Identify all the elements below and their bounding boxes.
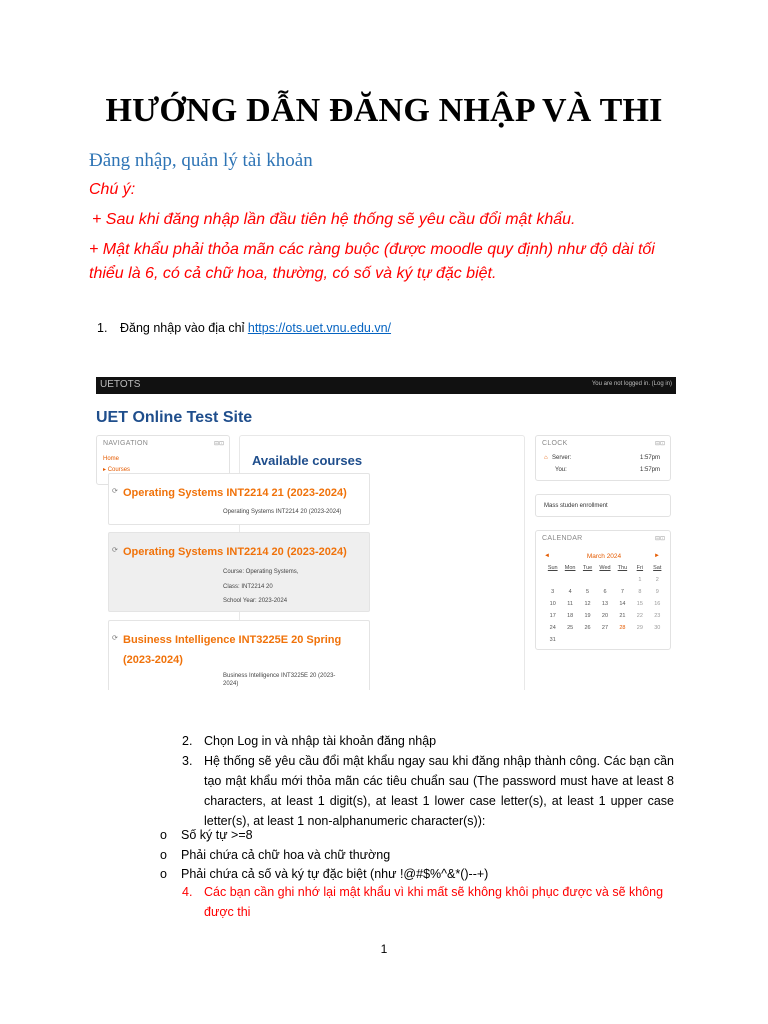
calendar-empty-cell bbox=[561, 576, 578, 585]
bullet-text: Phải chứa cả chữ hoa và chữ thường bbox=[181, 848, 391, 862]
caret-right-icon: ▸ bbox=[103, 467, 108, 473]
clock-heading: CLOCK bbox=[542, 440, 568, 447]
course-icon: ⟳ bbox=[112, 547, 118, 554]
calendar-day[interactable]: 18 bbox=[567, 613, 574, 619]
step-1 bbox=[97, 318, 391, 338]
step-4 bbox=[182, 882, 676, 922]
calendar-heading: CALENDAR bbox=[542, 535, 583, 542]
calendar-day[interactable]: 20 bbox=[601, 613, 609, 619]
clock-block bbox=[535, 435, 671, 481]
calendar-day[interactable]: 12 bbox=[584, 601, 591, 607]
calendar-day-name: Wed bbox=[599, 565, 611, 571]
calendar-day[interactable]: 1 bbox=[638, 577, 642, 583]
calendar-day-name: Mon bbox=[564, 565, 576, 571]
calendar-day[interactable]: 29 bbox=[636, 625, 643, 631]
calendar-day[interactable]: 30 bbox=[654, 625, 661, 631]
calendar-empty-cell bbox=[631, 636, 648, 645]
top-bar bbox=[96, 377, 676, 394]
calendar-day[interactable]: 8 bbox=[638, 589, 642, 595]
calendar-day[interactable]: 14 bbox=[619, 601, 626, 607]
site-screenshot bbox=[96, 377, 676, 690]
bullet-text: Phải chứa cả số và ký tự đặc biệt (như !@#$%^&*()--+) bbox=[181, 867, 489, 881]
course-info: 2024) bbox=[223, 681, 239, 687]
calendar-empty-cell bbox=[596, 576, 613, 585]
step-3-text: Hệ thống sẽ yêu cầu đổi mật khẩu ngay sau khi đăng nhập thành công. Các bạn cần tạo mật khẩu mới thỏa mãn các tiêu chuẩn sau (The password must have at least 8 characters, at least 1 digit(s), at least 1 lower case letter(s), at least 1 upper case letter(s), at least 1 non-alphanumeric character(s)): bbox=[204, 754, 674, 828]
course-info: Business Intelligence INT3225E 20 (2023- bbox=[223, 673, 336, 679]
calendar-day[interactable]: 15 bbox=[636, 601, 643, 607]
note-first-login: + Sau khi đăng nhập lần đầu tiên hệ thống sẽ yêu cầu đổi mật khẩu. bbox=[92, 211, 576, 228]
step-1-number: 1. bbox=[97, 321, 108, 335]
calendar-prev-icon[interactable]: ◄ bbox=[544, 553, 550, 559]
calendar-day[interactable]: 7 bbox=[620, 589, 624, 595]
step-3 bbox=[182, 751, 676, 831]
user-time: 1:57pm bbox=[639, 467, 660, 473]
calendar-day-name: Thu bbox=[617, 565, 628, 571]
note-label: Chú ý: bbox=[89, 181, 136, 198]
calendar-empty-cell bbox=[649, 636, 666, 645]
calendar-day[interactable]: 19 bbox=[584, 613, 591, 619]
calendar-day[interactable]: 11 bbox=[567, 601, 573, 607]
calendar-day[interactable]: 13 bbox=[601, 601, 609, 607]
course-title-link[interactable]: Operating Systems INT2214 20 (2023-2024) bbox=[123, 546, 347, 558]
server-label: Server: bbox=[552, 455, 572, 461]
bullet-mark: o bbox=[160, 828, 167, 842]
calendar-day[interactable]: 31 bbox=[549, 637, 556, 643]
calendar-day-name: Sat bbox=[653, 565, 662, 571]
mass-enrolment-block bbox=[535, 494, 671, 517]
calendar-day[interactable]: 17 bbox=[549, 613, 556, 619]
calendar-block bbox=[535, 530, 671, 650]
page-number: 1 bbox=[380, 942, 388, 956]
step-2 bbox=[182, 731, 676, 751]
bullet-item bbox=[160, 845, 390, 865]
document-title: HƯỚNG DẪN ĐĂNG NHẬP VÀ THI bbox=[105, 92, 663, 129]
calendar-day[interactable]: 28 bbox=[619, 625, 626, 631]
calendar-empty-cell bbox=[579, 636, 596, 645]
course-title-link[interactable]: Operating Systems INT2214 21 (2023-2024) bbox=[123, 487, 347, 499]
block-tools-icon[interactable]: ⊟⊡ bbox=[654, 441, 665, 447]
calendar-day-name: Sun bbox=[547, 565, 558, 571]
calendar-day[interactable]: 27 bbox=[601, 625, 609, 631]
course-card[interactable] bbox=[108, 473, 370, 525]
calendar-day[interactable]: 4 bbox=[568, 589, 572, 595]
course-info: School Year: 2023-2024 bbox=[223, 598, 288, 604]
section-heading: Đăng nhập, quản lý tài khoản bbox=[89, 150, 313, 171]
login-status[interactable]: You are not logged in. (Log in) bbox=[591, 381, 672, 387]
calendar-day[interactable]: 23 bbox=[654, 613, 661, 619]
note-password-rules: + Mật khẩu phải thỏa mãn các ràng buộc (được moodle quy định) như độ dài tối thiểu là 6, có cả chữ hoa, thường, có số và ký tự đặc biệt. bbox=[89, 241, 655, 282]
navigation-heading: NAVIGATION bbox=[103, 440, 149, 447]
bullet-mark: o bbox=[160, 848, 167, 862]
calendar-day[interactable]: 24 bbox=[549, 625, 556, 631]
site-name: UET Online Test Site bbox=[96, 409, 253, 426]
calendar-empty-cell bbox=[614, 576, 631, 585]
calendar-empty-cell bbox=[596, 636, 613, 645]
step-3-number: 3. bbox=[182, 754, 193, 768]
step-4-text: Các bạn cần ghi nhớ lại mật khẩu vì khi mất sẽ không khôi phục được và sẽ không được thi bbox=[204, 885, 664, 919]
calendar-day[interactable]: 5 bbox=[586, 589, 590, 595]
calendar-day[interactable]: 3 bbox=[551, 589, 555, 595]
calendar-day[interactable]: 22 bbox=[636, 613, 643, 619]
bullet-item bbox=[160, 864, 488, 884]
step-1-text: Đăng nhập vào địa chỉ bbox=[120, 321, 248, 335]
course-info: Class: INT2214 20 bbox=[223, 584, 273, 590]
calendar-day[interactable]: 25 bbox=[567, 625, 574, 631]
course-title-link[interactable]: Business Intelligence INT3225E 20 Spring (2023-2024) bbox=[123, 634, 342, 666]
calendar-day[interactable]: 10 bbox=[549, 601, 556, 607]
brand-link[interactable]: UETOTS bbox=[100, 379, 141, 390]
mass-enrolment-link[interactable]: Mass studen enrollment bbox=[544, 503, 608, 509]
calendar-month[interactable]: March 2024 bbox=[586, 553, 622, 560]
calendar-day-name: Fri bbox=[636, 565, 644, 571]
calendar-day[interactable]: 26 bbox=[584, 625, 591, 631]
calendar-day[interactable]: 21 bbox=[619, 613, 626, 619]
step-2-number: 2. bbox=[182, 734, 193, 748]
course-card[interactable] bbox=[108, 620, 370, 690]
calendar-day-name: Tue bbox=[582, 565, 593, 571]
course-info: Operating Systems INT2214 20 (2023-2024) bbox=[223, 509, 342, 515]
calendar-day[interactable]: 16 bbox=[654, 601, 661, 607]
bullet-text: Số ký tự >=8 bbox=[181, 828, 253, 842]
calendar-empty-cell bbox=[614, 636, 631, 645]
nav-home-link[interactable]: Home bbox=[103, 456, 120, 462]
step-4-number: 4. bbox=[182, 885, 193, 899]
login-url-link[interactable]: https://ots.uet.vnu.edu.vn/ bbox=[247, 321, 392, 335]
block-tools-icon[interactable]: ⊟⊡ bbox=[213, 441, 224, 447]
bullet-item bbox=[160, 825, 253, 845]
course-card[interactable] bbox=[108, 532, 370, 612]
server-time: 1:57pm bbox=[639, 455, 660, 461]
calendar-day[interactable]: 2 bbox=[655, 577, 659, 583]
step-2-text: Chọn Log in và nhập tài khoản đăng nhập bbox=[204, 734, 437, 748]
calendar-empty-cell bbox=[544, 576, 561, 585]
user-label: You: bbox=[555, 467, 567, 473]
calendar-empty-cell bbox=[561, 636, 578, 645]
calendar-next-icon[interactable]: ► bbox=[654, 553, 660, 559]
course-icon: ⟳ bbox=[112, 635, 118, 642]
calendar-empty-cell bbox=[579, 576, 596, 585]
calendar-grid bbox=[544, 564, 666, 645]
calendar-day[interactable]: 6 bbox=[603, 589, 607, 595]
course-icon: ⟳ bbox=[112, 488, 118, 495]
nav-courses-link[interactable]: ▸ Courses bbox=[103, 467, 131, 473]
available-courses-title: Available courses bbox=[252, 453, 363, 468]
calendar-day[interactable]: 9 bbox=[655, 589, 659, 595]
bullet-mark: o bbox=[160, 867, 167, 881]
server-icon: ⌂ bbox=[544, 455, 548, 461]
block-tools-icon[interactable]: ⊟⊡ bbox=[654, 536, 665, 542]
course-info: Course: Operating Systems, bbox=[223, 569, 299, 575]
